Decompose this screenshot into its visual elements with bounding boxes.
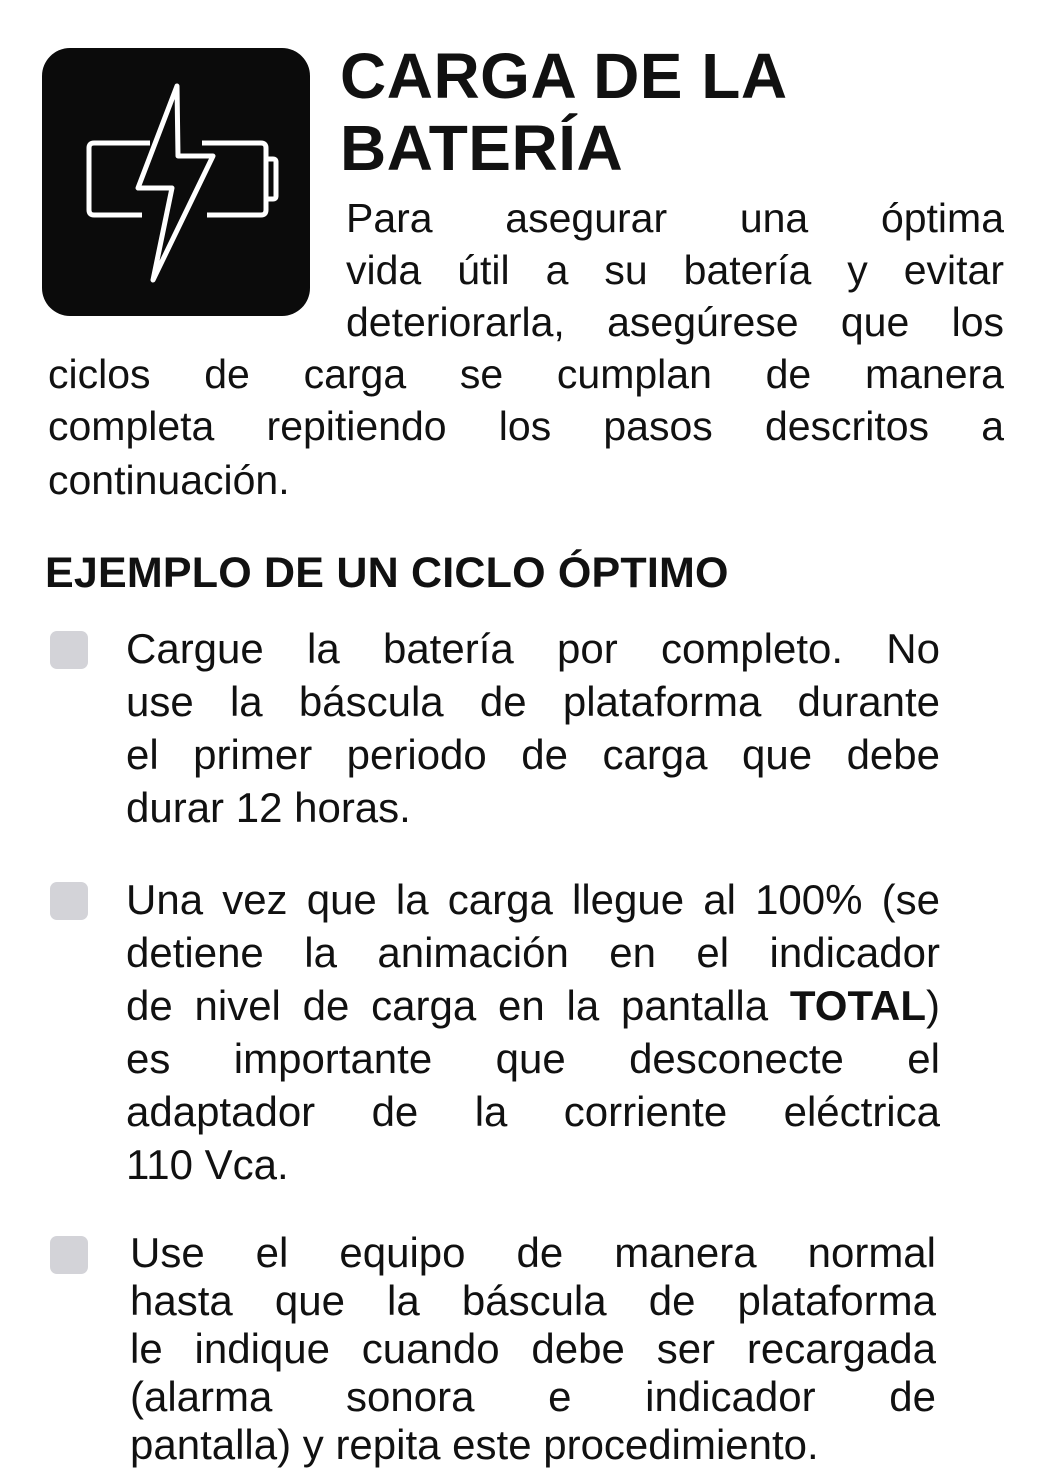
step-line: el primer periodo de carga que debe [126,731,940,778]
page-title [340,40,1030,184]
step-line: pantalla) y repita este procedimiento. [130,1421,819,1468]
step-line: Una vez que la carga llegue al 100% (se [126,876,940,923]
step-line: durar 12 horas. [126,784,411,831]
bullet-square [50,1236,88,1274]
step-line: adaptador de la corriente eléctrica [126,1088,940,1135]
step-line: (alarma sonora e indicador de [130,1373,936,1420]
intro-line: deteriorarla, asegúrese que los [346,299,1004,345]
intro-line: Para asegurar una óptima [346,195,1004,241]
bullet-square [50,631,88,669]
step-line: es importante que desconecte el [126,1035,940,1082]
step-line: detiene la animación en el indicador [126,929,940,976]
step-line: Use el equipo de manera normal [130,1229,936,1276]
bullet-square [50,882,88,920]
step-line: hasta que la báscula de plataforma [130,1277,936,1324]
title-line-1: CARGA DE LA [340,40,788,112]
step-2 [126,873,940,1191]
section-heading: EJEMPLO DE UN CICLO ÓPTIMO [45,549,729,597]
intro-line: vida útil a su batería y evitar [346,247,1004,293]
brand-name: TOTAL [789,982,926,1029]
step-line: 110 Vca. [126,1141,289,1188]
intro-line: continuación. [48,457,290,503]
intro-line: completa repitiendo los pasos descritos a [48,403,1004,449]
step-text: de nivel de carga en la pantalla [126,982,790,1029]
step-line [126,979,940,1032]
step-1 [126,622,940,834]
step-line: Cargue la batería por completo. No [126,625,940,672]
step-line: le indique cuando debe ser recargada [130,1325,936,1372]
intro-line: ciclos de carga se cumplan de manera [48,351,1004,397]
title-line-2: BATERÍA [340,112,624,184]
step-3 [130,1229,936,1469]
battery-charging-icon [42,48,310,316]
battery-bolt-graphic [42,48,310,316]
step-line: use la báscula de plataforma durante [126,678,940,725]
step-text: ) [926,982,940,1029]
